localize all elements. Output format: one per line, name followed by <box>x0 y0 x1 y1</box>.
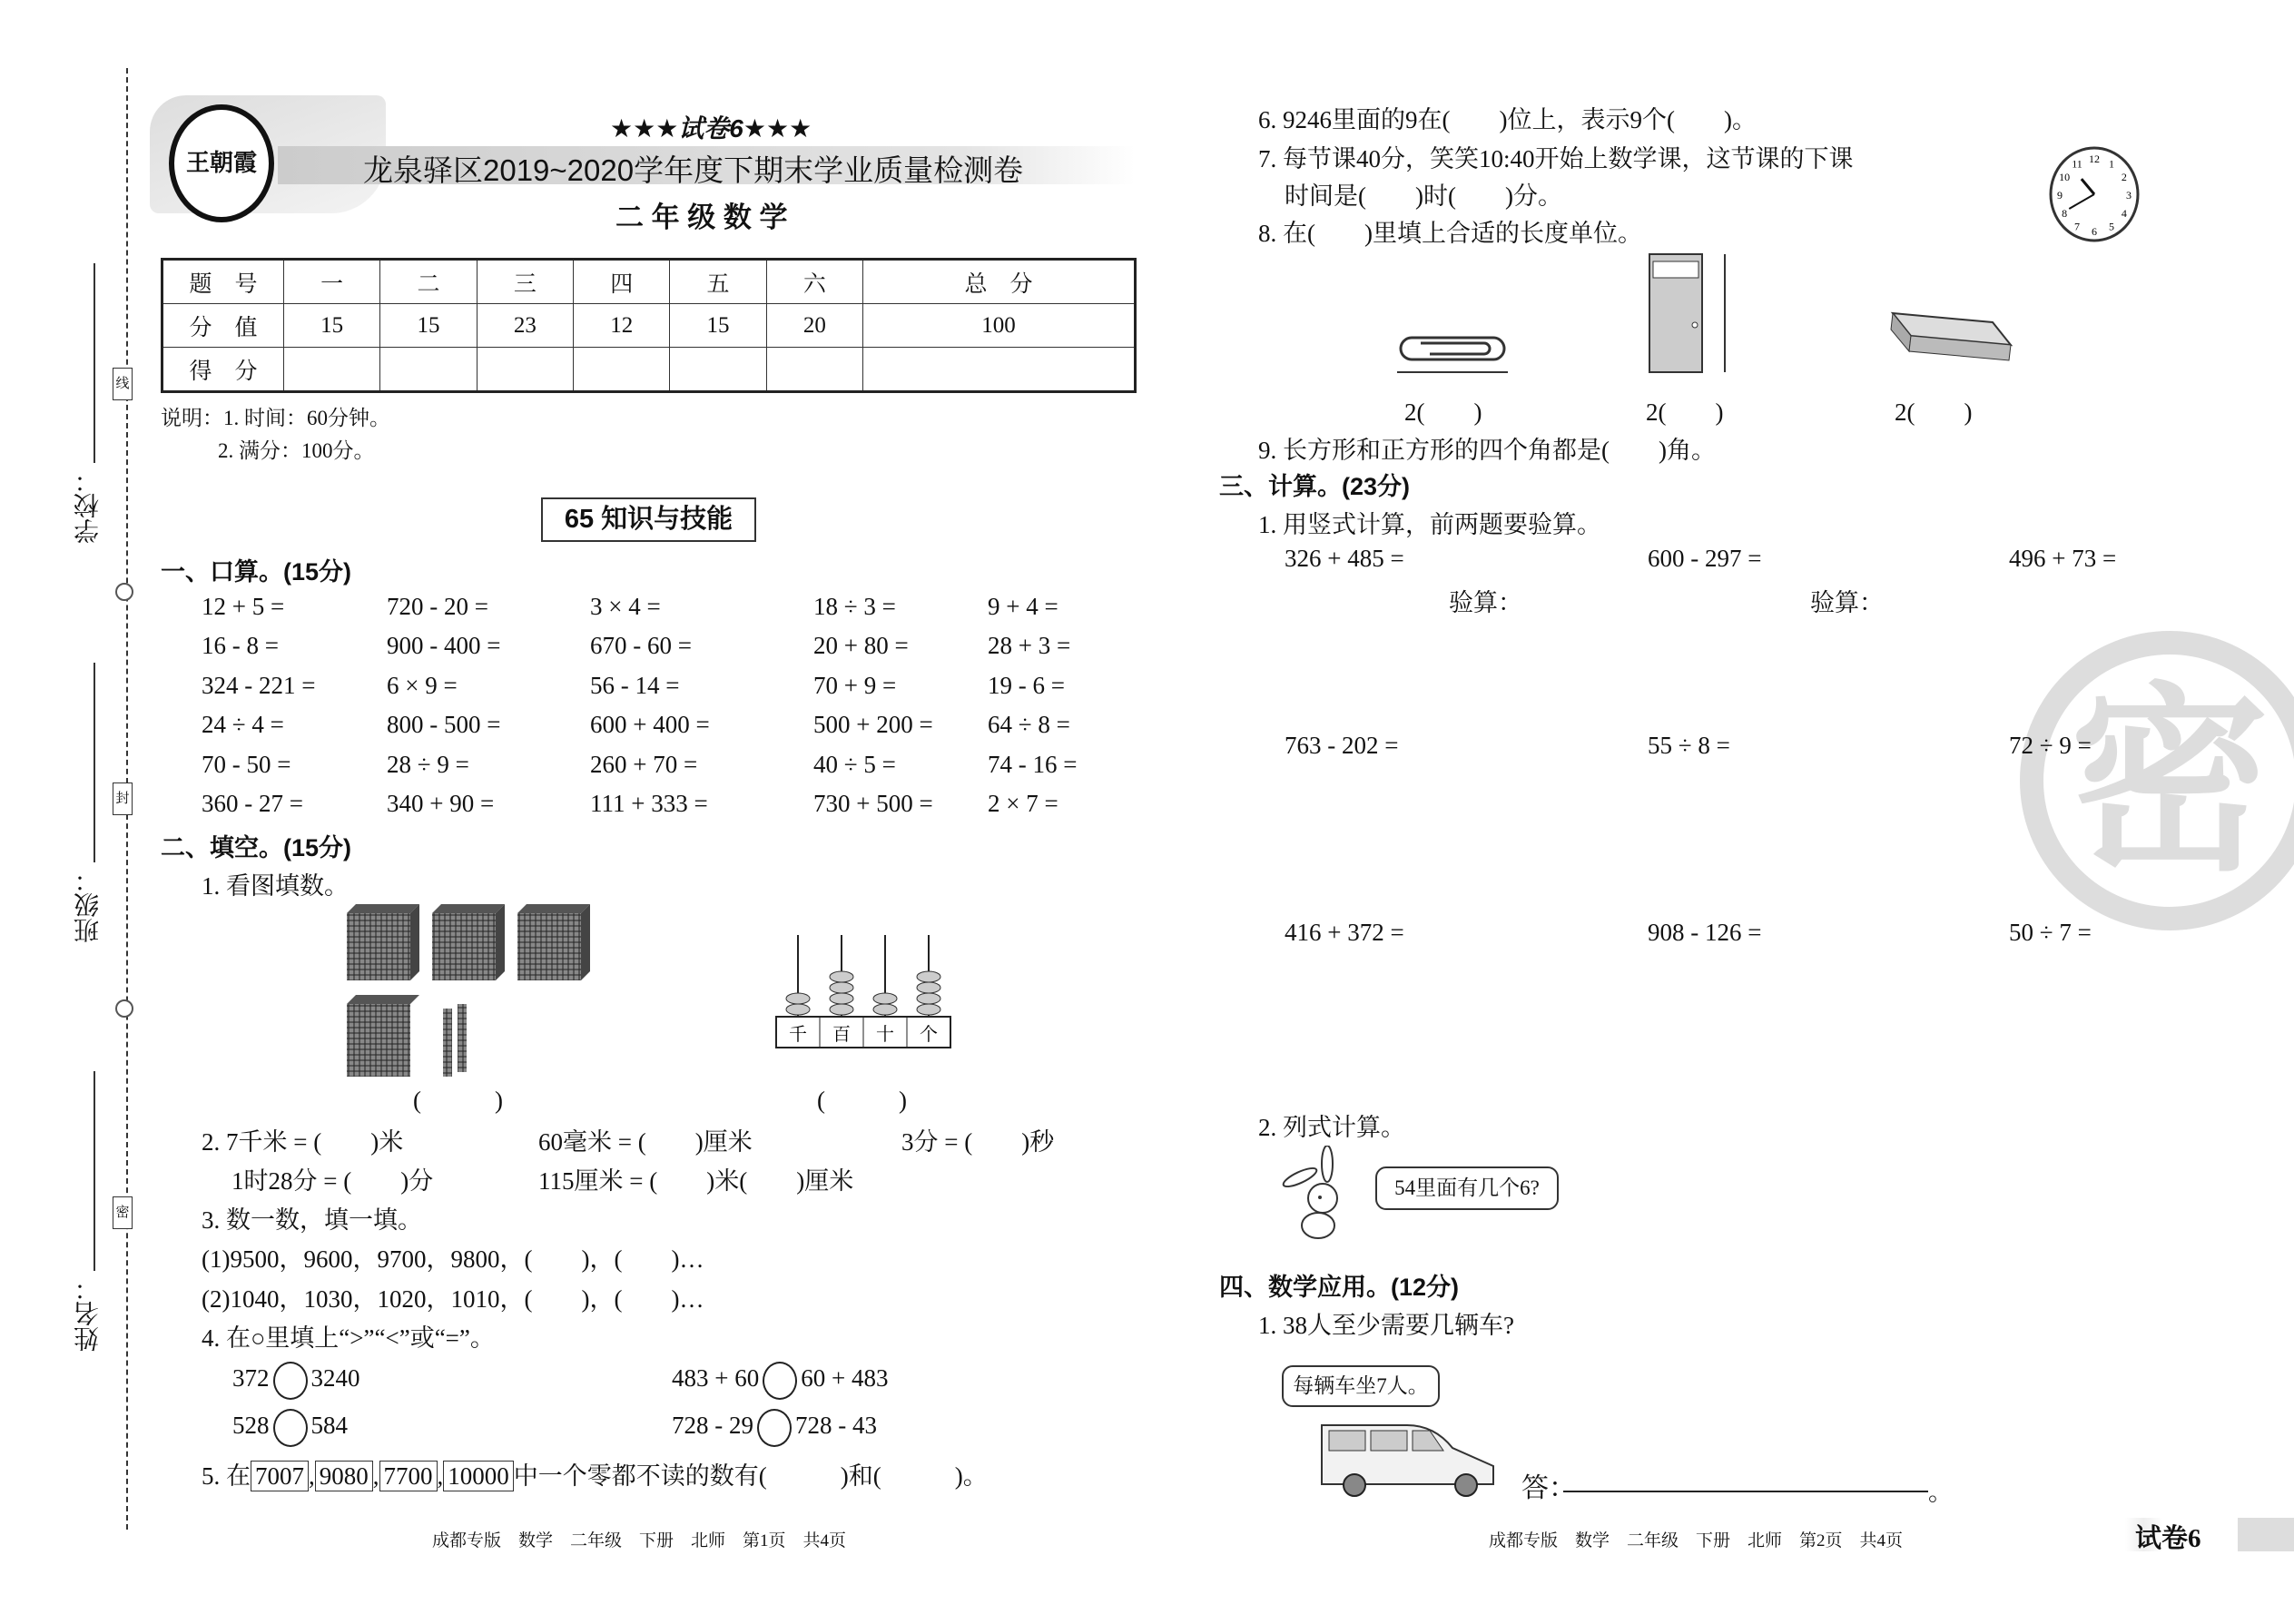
marker-secret: 密 <box>113 1196 133 1229</box>
mental-math-item: 324 - 221 = <box>202 672 316 699</box>
footer-page2: 成都专版 数学 二年级 下册 北师 第2页 共4页 <box>1489 1531 1904 1550</box>
abacus-label: 个 <box>920 1025 938 1045</box>
thousand-cube <box>517 904 590 980</box>
q2-item: 2. 7千米 = ( )米 <box>202 1128 404 1156</box>
vertical-calc-item: 763 - 202 = <box>1285 732 1399 759</box>
q5-text: 5. 在 7007 , 9080 , 7700 , 10000 中一个零都不读的数有( )和( )。 <box>202 1462 988 1490</box>
section3-title: 三、计算。(23分) <box>1219 473 1411 500</box>
abacus-label: 百 <box>832 1025 851 1045</box>
q3-sequence-1: (1)9500，9600，9700，9800，( )，( )… <box>202 1245 704 1273</box>
mental-math-item: 670 - 60 = <box>590 632 692 659</box>
clock-number: 8 <box>2062 207 2068 220</box>
number-box: 10000 <box>443 1461 514 1491</box>
length-blank[interactable]: 2( ) <box>1895 399 1973 426</box>
mental-math-item: 360 - 27 = <box>202 790 303 817</box>
q6-text: 6. 9246里面的9在( )位上，表示9个( )。 <box>1258 106 1757 133</box>
class-label: 班级： <box>74 867 103 943</box>
compare-right: 60 + 483 <box>801 1364 889 1393</box>
mental-math-item: 720 - 20 = <box>387 593 488 620</box>
mental-math-item: 600 + 400 = <box>590 711 710 738</box>
paperclip-icon <box>1393 327 1511 381</box>
exam-subtitle: 二 年 级 数 学 <box>615 202 788 233</box>
q2-item: 3分 = ( )秒 <box>901 1128 1055 1156</box>
clock-number: 9 <box>2057 189 2063 202</box>
marker-seal: 封 <box>113 782 133 815</box>
compare-right: 584 <box>310 1412 348 1440</box>
q3-sequence-2: (2)1040，1030，1020，1010，( )，( )… <box>202 1285 704 1313</box>
number-box: 7700 <box>379 1461 438 1491</box>
q2-item: 60毫米 = ( )厘米 <box>538 1128 753 1156</box>
compare-item <box>672 1362 888 1400</box>
q7-text: 7. 每节课40分，笑笑10:40开始上数学课，这节课的下课 <box>1258 145 1854 172</box>
table-row <box>162 260 1136 304</box>
vertical-calc-item: 326 + 485 = <box>1285 545 1404 572</box>
mental-math-item: 500 + 200 = <box>813 711 933 738</box>
abacus-label: 十 <box>876 1025 894 1045</box>
section-banner: 65 知识与技能 <box>541 497 756 542</box>
row-label: 分 值 <box>162 304 284 348</box>
compare-circle[interactable] <box>757 1409 792 1447</box>
vertical-calc-item: 908 - 126 = <box>1648 919 1762 946</box>
section4-title: 四、数学应用。(12分) <box>1219 1274 1460 1301</box>
mental-math-item: 900 - 400 = <box>387 632 501 659</box>
table-row <box>162 348 1136 392</box>
thousand-cube <box>432 904 505 980</box>
mental-math-item: 3 × 4 = <box>590 593 661 620</box>
column-header: 五 <box>670 260 766 304</box>
score-value: 12 <box>574 304 670 348</box>
score-value: 15 <box>670 304 766 348</box>
marker-line: 线 <box>113 368 133 400</box>
score-cell[interactable] <box>766 348 862 392</box>
section3-q1: 1. 用竖式计算，前两题要验算。 <box>1258 511 1601 538</box>
mental-math-item: 64 ÷ 8 = <box>988 711 1070 738</box>
vertical-calc-item: 600 - 297 = <box>1648 545 1762 572</box>
mental-math-item: 12 + 5 = <box>202 593 285 620</box>
footer-tag: 试卷6 <box>2135 1524 2201 1553</box>
clock-number: 1 <box>2109 157 2114 171</box>
section2-title: 二、填空。(15分) <box>161 834 352 861</box>
column-header: 六 <box>766 260 862 304</box>
score-cell[interactable] <box>574 348 670 392</box>
q1-text: 1. 看图填数。 <box>202 872 349 900</box>
mental-math-item: 24 ÷ 4 = <box>202 711 284 738</box>
mental-math-item: 19 - 6 = <box>988 672 1065 699</box>
length-blank[interactable]: 2( ) <box>1404 399 1482 426</box>
score-cell[interactable] <box>670 348 766 392</box>
watermark-text: 密 <box>2069 670 2269 893</box>
answer-label: 答： <box>1521 1473 1576 1503</box>
note-line-1: 说明：1. 时间：60分钟。 <box>161 407 390 429</box>
clock-number: 12 <box>2089 153 2100 165</box>
compare-left: 528 <box>232 1412 270 1440</box>
abacus <box>775 935 957 1053</box>
answer-end: 。 <box>1928 1479 1953 1506</box>
column-header: 三 <box>477 260 573 304</box>
compare-right: 3240 <box>310 1364 360 1393</box>
number-box: 9080 <box>315 1461 373 1491</box>
mental-math-item: 340 + 90 = <box>387 790 495 817</box>
mental-math-item: 40 ÷ 5 = <box>813 751 896 778</box>
compare-left: 483 + 60 <box>672 1364 760 1393</box>
school-line <box>94 263 95 463</box>
q2-item: 1时28分 = ( )分 <box>231 1167 434 1195</box>
clock-number: 7 <box>2074 220 2080 233</box>
score-value: 20 <box>766 304 862 348</box>
answer-line[interactable] <box>1563 1491 1928 1492</box>
mental-math-item: 56 - 14 = <box>590 672 680 699</box>
column-header: 总 分 <box>863 260 1136 304</box>
score-table <box>161 258 1137 393</box>
watermark-seal <box>2020 631 2294 930</box>
score-cell[interactable] <box>477 348 573 392</box>
score-value: 23 <box>477 304 573 348</box>
q5-suffix: 中一个零都不读的数有( )和( )。 <box>513 1462 988 1490</box>
paper-tag: ★★★试卷6★★★ <box>610 114 812 143</box>
clock-number: 11 <box>2072 157 2082 171</box>
length-blank[interactable]: 2( ) <box>1646 399 1724 426</box>
cubes-answer-blank[interactable]: ( ) <box>413 1087 503 1114</box>
mental-math-item: 18 ÷ 3 = <box>813 593 896 620</box>
vertical-calc-item: 50 ÷ 7 = <box>2009 919 2092 946</box>
mental-math-item: 260 + 70 = <box>590 751 698 778</box>
name-label: 姓名： <box>74 1275 103 1352</box>
compare-left: 372 <box>232 1364 270 1393</box>
mental-math-item: 800 - 500 = <box>387 711 501 738</box>
q3-text: 3. 数一数，填一填。 <box>202 1206 422 1234</box>
mental-math-item: 74 - 16 = <box>988 751 1078 778</box>
exam-title: 龙泉驿区2019~2020学年度下期末学业质量检测卷 <box>363 153 1024 187</box>
clock-number: 3 <box>2126 189 2132 202</box>
mental-math-item: 9 + 4 = <box>988 593 1058 620</box>
compare-circle[interactable] <box>273 1409 308 1447</box>
q7-text-2: 时间是( )时( )分。 <box>1285 182 1562 210</box>
clock-number: 10 <box>2059 171 2071 183</box>
section3-q2: 2. 列式计算。 <box>1258 1114 1405 1141</box>
door-icon <box>1648 252 1738 376</box>
vertical-calc-item: 55 ÷ 8 = <box>1648 732 1730 759</box>
row-label: 题 号 <box>162 260 284 304</box>
mental-math-item: 730 + 500 = <box>813 790 933 817</box>
vertical-calc-item: 496 + 73 = <box>2009 545 2117 572</box>
section1-title: 一、口算。(15分) <box>161 558 352 586</box>
clock-number: 2 <box>2121 171 2127 183</box>
score-cell[interactable] <box>863 348 1136 392</box>
check-label: 验算： <box>1449 589 1522 616</box>
compare-item <box>232 1362 360 1400</box>
section4-q1: 1. 38人至少需要几辆车? <box>1258 1312 1514 1339</box>
cubes-figure <box>343 904 597 1081</box>
footer-page1: 成都专版 数学 二年级 下册 北师 第1页 共4页 <box>432 1531 847 1550</box>
score-cell[interactable] <box>284 348 380 392</box>
vertical-calc-item: 72 ÷ 9 = <box>2009 732 2092 759</box>
mental-math-item: 28 ÷ 9 = <box>387 751 469 778</box>
vertical-calc-item: 416 + 372 = <box>1285 919 1404 946</box>
number-box: 7007 <box>251 1461 309 1491</box>
score-cell[interactable] <box>380 348 477 392</box>
van-speech-bubble: 每辆车坐7人。 <box>1282 1365 1440 1407</box>
mental-math-item: 70 - 50 = <box>202 751 291 778</box>
clock-icon <box>2047 145 2141 243</box>
thousand-cube <box>347 904 419 980</box>
mental-math-item: 111 + 333 = <box>590 790 708 817</box>
compare-item <box>232 1409 348 1447</box>
score-value: 100 <box>863 304 1136 348</box>
compare-left: 728 - 29 <box>672 1412 753 1440</box>
q8-text: 8. 在( )里填上合适的长度单位。 <box>1258 220 1642 247</box>
hundred-flat <box>347 995 419 1077</box>
school-label: 学校： <box>74 468 103 544</box>
abacus-answer-blank[interactable]: ( ) <box>817 1087 907 1114</box>
column-header: 四 <box>574 260 670 304</box>
table-row <box>162 304 1136 348</box>
logo-text: 王朝霞 <box>185 150 257 176</box>
class-line <box>94 663 95 862</box>
compare-circle[interactable] <box>273 1362 308 1400</box>
note-line-2: 2. 满分：100分。 <box>218 439 375 462</box>
mental-math-item: 2 × 7 = <box>988 790 1058 817</box>
mental-math-item: 28 + 3 = <box>988 632 1071 659</box>
scissor-icon <box>115 583 133 601</box>
q2-item: 115厘米 = ( )米( )厘米 <box>538 1167 854 1195</box>
q5-prefix: 5. 在 <box>202 1462 251 1490</box>
compare-item <box>672 1409 877 1447</box>
van-icon <box>1316 1416 1507 1498</box>
rabbit-speech-bubble: 54里面有几个6? <box>1375 1166 1559 1210</box>
column-header: 二 <box>380 260 477 304</box>
mental-math-item: 16 - 8 = <box>202 632 279 659</box>
compare-right: 728 - 43 <box>795 1412 877 1440</box>
scissor-icon <box>115 999 133 1018</box>
mental-math-item: 20 + 80 = <box>813 632 909 659</box>
q9-text: 9. 长方形和正方形的四个角都是( )角。 <box>1258 437 1716 464</box>
compare-circle[interactable] <box>763 1362 797 1400</box>
clock-number: 5 <box>2109 220 2114 233</box>
mental-math-item: 6 × 9 = <box>387 672 458 699</box>
clock-number: 6 <box>2092 225 2097 238</box>
clock-number: 4 <box>2121 207 2127 220</box>
row-label: 得 分 <box>162 348 284 392</box>
score-value: 15 <box>284 304 380 348</box>
name-line <box>94 1071 95 1271</box>
abacus-label: 千 <box>789 1025 807 1045</box>
q4-text: 4. 在○里填上“>”“<”或“=”。 <box>202 1324 495 1352</box>
ten-rod <box>443 1004 467 1077</box>
rabbit-icon <box>1282 1146 1373 1240</box>
pencil-case-icon <box>1884 295 2020 368</box>
column-header: 一 <box>284 260 380 304</box>
mental-math-item: 70 + 9 = <box>813 672 897 699</box>
check-label: 验算： <box>1810 589 1884 616</box>
logo <box>169 104 274 222</box>
score-value: 15 <box>380 304 477 348</box>
